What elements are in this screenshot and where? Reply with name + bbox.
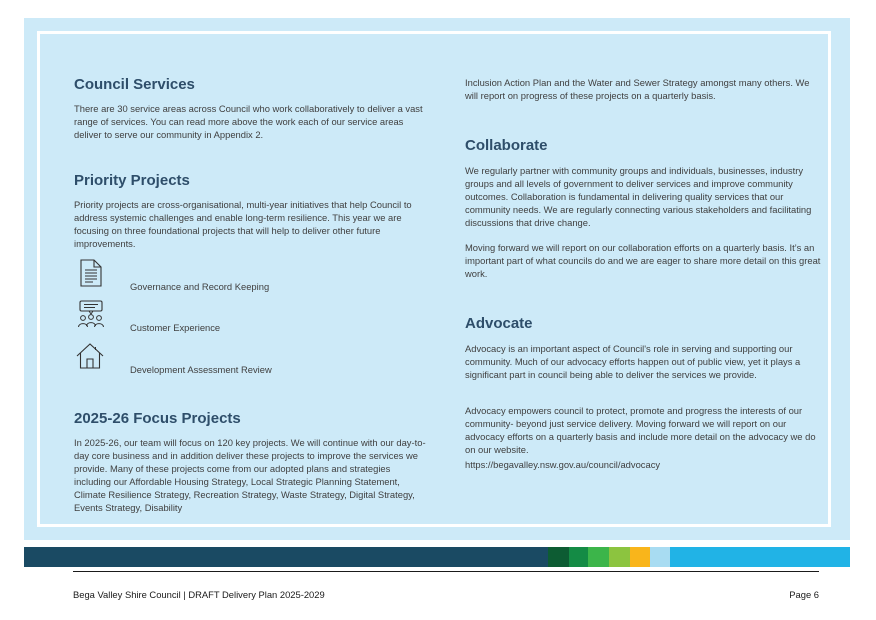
stripe-segment-dark-green <box>548 547 569 567</box>
collaborate-heading: Collaborate <box>465 137 548 154</box>
stripe-segment-navy <box>24 547 548 567</box>
stripe-segment-lime <box>609 547 630 567</box>
project-label-development-assessment: Development Assessment Review <box>130 364 272 375</box>
customer-group-icon <box>77 300 105 328</box>
focus-projects-continuation: Inclusion Action Plan and the Water and Sewer Strategy amongst many others. We will report on progress of these projects on a quarterly basis. <box>465 77 810 101</box>
stripe-segment-green <box>569 547 588 567</box>
footer-document-title: Bega Valley Shire Council | DRAFT Delivery Plan 2025-2029 <box>73 589 325 600</box>
priority-projects-body: Priority projects are cross-organisational, multi-year initiatives that help Council to address systemic challenges and enable long-term resilience. This year we are focusing on three foundational projects that will help to deliver other future improvements. <box>74 199 412 249</box>
focus-projects-heading: 2025-26 Focus Projects <box>74 410 241 427</box>
stripe-segment-yellow <box>630 547 650 567</box>
collaborate-body-1: We regularly partner with community groups and individuals, businesses, industry groups and all levels of government to deliver services and improve community outcomes. Collaboration is fundamental in delivering quality services that our community needs. We are regularly connecting various stakeholders and facilitating discussions that drive change. <box>465 165 812 228</box>
stripe-segment-cyan <box>670 547 850 567</box>
advocate-body-1: Advocacy is an important aspect of Council's role in serving and supporting our community. Much of our advocacy efforts happen out of public view, yet it plays a significant part in council being able to deliver the services we provide. <box>465 343 801 380</box>
page-number: Page 6 <box>789 589 819 600</box>
stripe-segment-light-green <box>588 547 609 567</box>
collaborate-body-2: Moving forward we will report on our collaboration efforts on a quarterly basis. It’s an important part of what councils do and we are eager to share more detail on this great work. <box>465 242 821 279</box>
council-services-body: There are 30 service areas across Council who work collaboratively to deliver a vast range of services. You can read more above the work each of our service areas deliver to serve our community in Appendix 2. <box>74 103 423 140</box>
footer-rule <box>73 571 819 572</box>
document-icon <box>80 259 102 287</box>
advocate-body-2: Advocacy empowers council to protect, promote and progress the interests of our community- beyond just service delivery. Moving forward we will report on our advocacy efforts on a quarterly basis and include more detail on the advocacy we do on our website. <box>465 405 816 455</box>
color-stripe <box>24 547 850 567</box>
advocate-link[interactable]: https://begavalley.nsw.gov.au/council/advocacy <box>465 459 661 470</box>
council-services-heading: Council Services <box>74 76 195 93</box>
stripe-segment-pale-blue <box>650 547 670 567</box>
house-icon <box>76 343 104 369</box>
priority-projects-heading: Priority Projects <box>74 172 190 189</box>
project-label-customer-experience: Customer Experience <box>130 322 221 333</box>
advocate-heading: Advocate <box>465 315 533 332</box>
project-label-governance: Governance and Record Keeping <box>130 281 270 292</box>
focus-projects-body: In 2025-26, our team will focus on 120 key projects. We will continue with our day-to-day core business and in addition deliver these projects to improve the services we provide. Many of these projects come from our adopted plans and strategies including our Affordable Housing Strategy, Local Strategic Planning Statement, Climate Resilience Strategy, Recreation Strategy, Waste Strategy, Digital Strategy, Events Strategy, Disability <box>74 437 426 513</box>
